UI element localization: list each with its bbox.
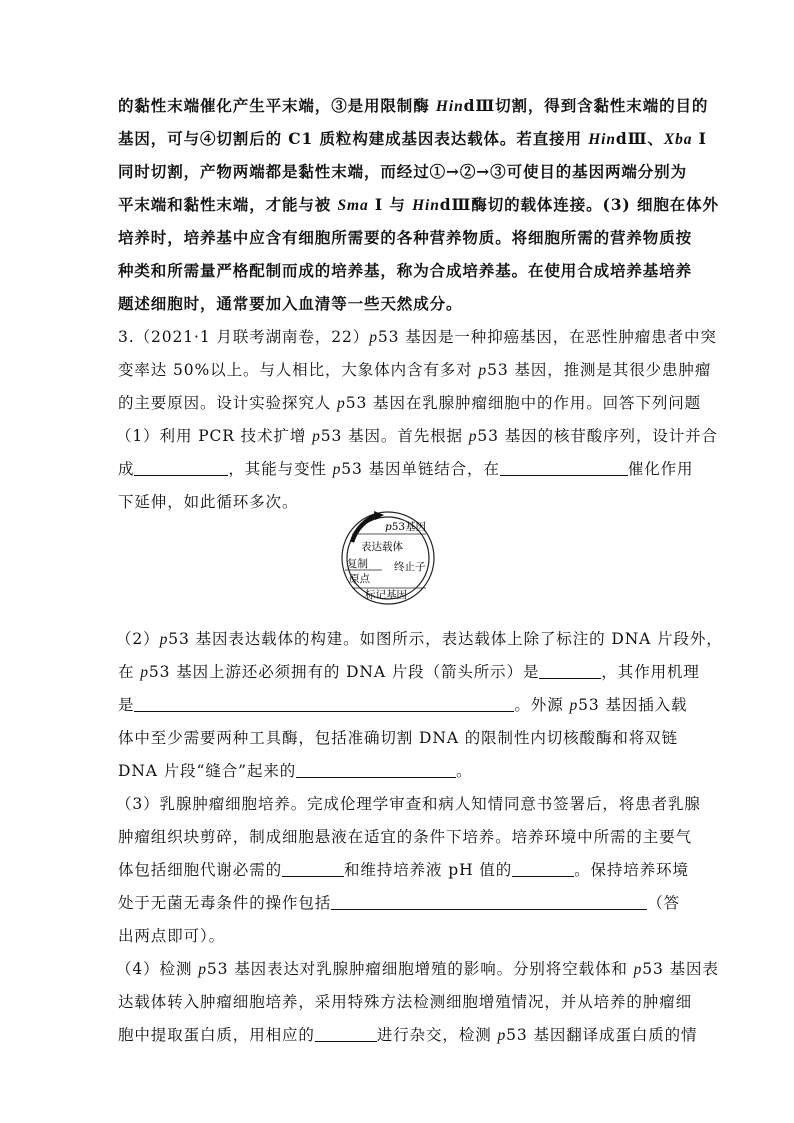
sub-question-2-line-5: DNA 片段“缝合”起来的 。: [118, 762, 473, 780]
explanation-line-1: 的黏性末端催化产生平末端，③是用限制酶 HindⅢ切割，得到含黏性末端的目的: [118, 96, 709, 115]
sub-question-3-line-3: 体包括细胞代谢必需的 和维持培养液 pH 值的 。保持培养环境: [118, 861, 689, 879]
explanation-line-4: 平末端和黏性末端，才能与被 Sma Ⅰ 与 HindⅢ酶切的载体连接。(3) 细胞在体外: [118, 195, 719, 214]
sub-question-3-line-4: 处于无菌无毒条件的操作包括 （答: [118, 894, 681, 912]
answer-blank-gas-1[interactable]: [282, 861, 344, 877]
sub-question-3-line-2: 肿瘤组织块剪碎，制成细胞悬液在适宜的条件下培养。培养环境中所需的主要气: [118, 828, 693, 846]
terminator-label: 终止子: [394, 561, 426, 573]
sub-question-2-line-1: （2）p53 基因表达载体的构建。如图所示，表达载体上除了标注的 DNA 片段外，: [116, 630, 723, 648]
sub-question-3-line-1: （3）乳腺肿瘤细胞培养。完成伦理学审查和病人知情同意书签署后，将患者乳腺: [116, 795, 701, 813]
explanation-line-6: 种类和所需量严格配制而成的培养基，称为合成培养基。在使用合成培养基培养: [118, 261, 693, 280]
sub-question-4-line-2: 达载体转入肿瘤细胞培养，采用特殊方法检测细胞增殖情况，并从培养的肿瘤细: [118, 993, 693, 1011]
expression-vector-diagram: [338, 508, 438, 608]
answer-blank-antibody[interactable]: [315, 1026, 377, 1042]
explanation-line-2: 基因，可与④切割后的 C1 质粒构建成基因表达载体。若直接用 HindⅢ、Xba Ⅰ: [118, 129, 707, 148]
sub-question-4-line-3: 胞中提取蛋白质，用相应的 进行杂交，检测 p53 基因翻译成蛋白质的情: [118, 1026, 698, 1044]
sub-question-1-line-3: 下延伸，如此循环多次。: [118, 493, 299, 511]
question3-stem-line-2: 变率达 50%以上。与人相比，大象体内含有多对 p53 基因，推测是其很少患肿瘤: [118, 361, 712, 379]
explanation-line-5: 培养时，培养基中应含有细胞所需要的各种营养物质。将细胞所需的营养物质按: [118, 228, 693, 247]
question3-stem-line-3: 的主要原因。设计实验探究人 p53 基因在乳腺肿瘤细胞中的作用。回答下列问题: [118, 394, 702, 412]
marker-gene-label: 标记基因: [365, 589, 407, 601]
answer-blank-ligase[interactable]: [296, 762, 456, 778]
sub-question-3-line-5: 出两点即可）。: [118, 927, 226, 945]
answer-blank-enzyme[interactable]: [500, 460, 628, 476]
origin-label-line-2: 原点: [349, 573, 370, 585]
sub-question-1-line-1: （1）利用 PCR 技术扩增 p53 基因。首先根据 p53 基因的核苷酸序列，设计并合: [116, 427, 718, 445]
origin-label-line-1: 复制: [347, 558, 368, 570]
explanation-line-3: 同时切割，产物两端都是黏性末端，而经过①→②→③可使目的基因两端分别为: [118, 162, 687, 181]
sub-question-2-line-2: 在 p53 基因上游还必须拥有的 DNA 片段（箭头所示）是 ，其作用机理: [118, 663, 700, 681]
explanation-line-7: 题述细胞时，通常要加入血清等一些天然成分。: [118, 294, 463, 313]
answer-blank-promoter[interactable]: [539, 663, 601, 679]
gene-label: p53基因: [385, 521, 427, 533]
sub-question-2-line-3: 是 。外源 p53 基因插入载: [118, 696, 688, 714]
sub-question-4-line-1: （4）检测 p53 基因表达对乳腺肿瘤细胞增殖的影响。分别将空载体和 p53 基因表: [116, 960, 719, 978]
answer-blank-primer[interactable]: [134, 460, 228, 476]
sub-question-1-line-2: 成 ，其能与变性 p53 基因单链结合，在 催化作用: [118, 460, 694, 478]
answer-blank-gas-2[interactable]: [512, 861, 574, 877]
sub-question-2-line-4: 体中至少需要两种工具酶，包括准确切割 DNA 的限制性内切核酸酶和将双链: [118, 729, 678, 747]
vector-label: 表达载体: [361, 541, 403, 553]
answer-blank-mechanism[interactable]: [134, 696, 514, 712]
answer-blank-sterile-operations[interactable]: [331, 894, 647, 910]
question3-stem-line-1: 3.（2021·1 月联考湖南卷，22）p53 基因是一种抑癌基因，在恶性肿瘤患者中突: [118, 328, 717, 346]
